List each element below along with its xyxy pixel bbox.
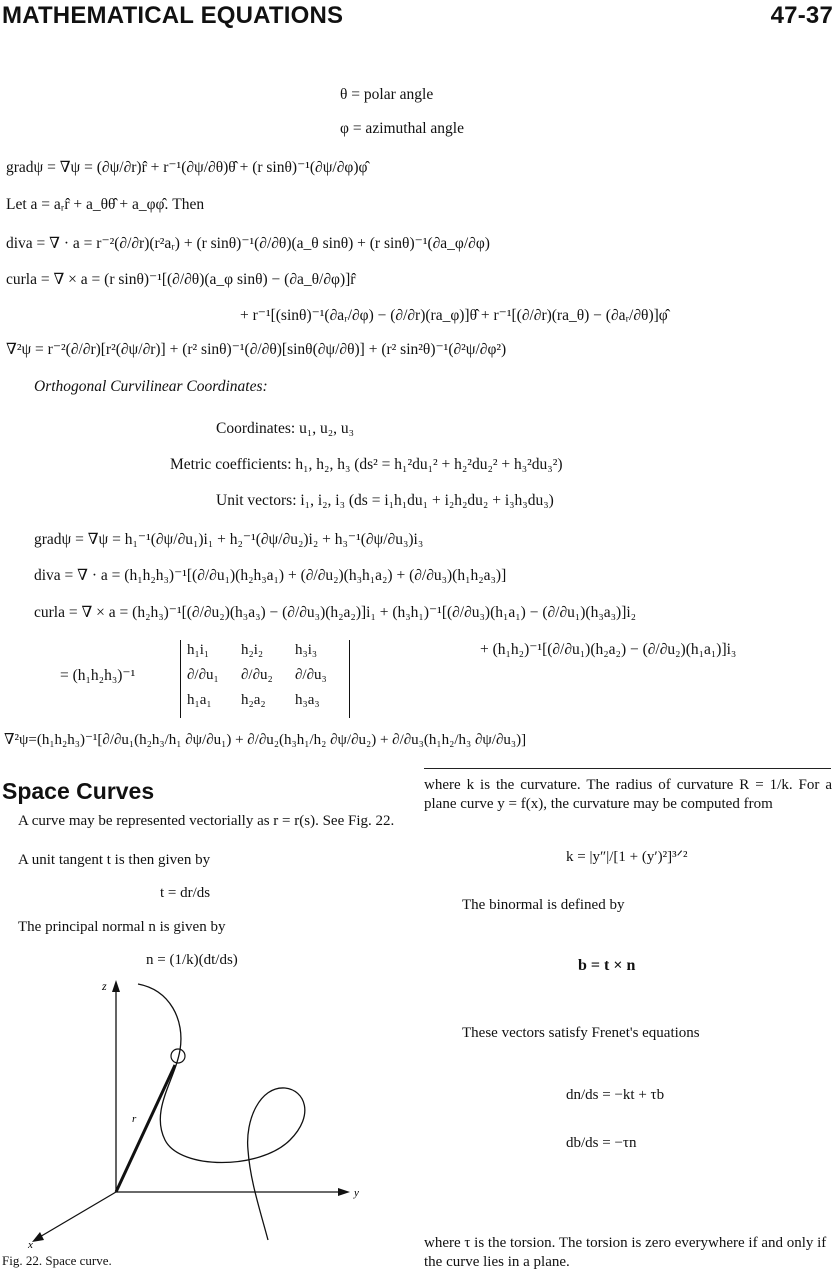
z-axis-label: z — [102, 979, 107, 993]
paragraph-curvature: where k is the curvature. The radius of curvature R = 1/k. For a plane curve y = f(x), the curvature may be computed from — [424, 777, 832, 812]
curl-determinant — [180, 640, 350, 718]
equation-binormal: b = t × n — [578, 957, 636, 974]
r-vector-label: r — [132, 1113, 137, 1125]
spherical-laplacian: ∇²ψ = r⁻²(∂/∂r)[r²(∂ψ/∂r)] + (r² sinθ)⁻¹(∂/∂θ)[sinθ(∂ψ/∂θ)] + (r² sin²θ)⁻¹(∂²ψ/∂φ²) — [6, 341, 507, 358]
metric-coefficients-line: Metric coefficients: h₁, h₂, h₃ (ds² = h₁²du₁² + h₂²du₂² + h₃²du₃²) — [170, 456, 563, 473]
determinant-prefix: = (h₁h₂h₃)⁻¹ — [60, 667, 136, 684]
paragraph-curve-representation: A curve may be represented vectorially as r = r(s). See Fig. 22. — [18, 813, 395, 829]
curvilinear-divergence: diva = ∇ · a = (h₁h₂h₃)⁻¹[(∂/∂u₁)(h₂h₃a₁) + (∂/∂u₂)(h₃h₁a₂) + (∂/∂u₃)(h₁h₂a₃)] — [34, 567, 507, 584]
paragraph-binormal: The binormal is defined by — [462, 897, 625, 913]
y-axis-label: y — [354, 1187, 359, 1199]
unit-vectors-line: Unit vectors: i₁, i₂, i₃ (ds = i₁h₁du₁ + i₂h₂du₂ + i₃h₃du₃) — [216, 492, 554, 509]
figure-caption: Fig. 22. Space curve. — [2, 1253, 112, 1268]
theta-definition: θ = polar angle — [340, 86, 434, 103]
y-axis-arrowhead — [338, 1188, 350, 1196]
x-axis — [38, 1192, 116, 1238]
page-number: 47-37 — [770, 2, 833, 29]
coordinates-line: Coordinates: u₁, u₂, u₃ — [216, 420, 355, 437]
determinant-row-1: h₁i₁ h₂i₂ h₃i₃ — [187, 642, 318, 658]
spherical-divergence: diva = ∇ · a = r⁻²(∂/∂r)(r²aᵣ) + (r sinθ)⁻¹(∂/∂θ)(a_θ sinθ) + (r sinθ)⁻¹(∂a_φ/∂φ) — [6, 235, 490, 252]
curvilinear-curl-line2: + (h₁h₂)⁻¹[(∂/∂u₁)(h₂a₂) − (∂/∂u₂)(h₁a₁)]i₃ — [480, 641, 737, 658]
determinant-row-3: h₁a₁ h₂a₂ h₃a₃ — [187, 692, 320, 708]
vector-definition: Let a = aᵣr̂ + a_θθ̂ + a_φφ̂. Then — [6, 196, 205, 213]
curvilinear-heading: Orthogonal Curvilinear Coordinates: — [34, 378, 268, 395]
paragraph-principal-normal: The principal normal n is given by — [18, 919, 226, 935]
curvilinear-laplacian: ∇²ψ=(h₁h₂h₃)⁻¹[∂/∂u₁(h₂h₃/h₁ ∂ψ/∂u₁) + ∂/∂u₂(h₃h₁/h₂ ∂ψ/∂u₂) + ∂/∂u₃(h₁h₂/h₃ ∂ψ/∂u₃)] — [4, 732, 527, 748]
determinant-row-2: ∂/∂u₁ ∂/∂u₂ ∂/∂u₃ — [187, 667, 327, 683]
paragraph-unit-tangent: A unit tangent t is then given by — [18, 852, 211, 868]
curvilinear-curl-line1: curla = ∇ × a = (h₂h₃)⁻¹[(∂/∂u₂)(h₃a₃) − (∂/∂u₃)(h₂a₂)]i₁ + (h₃h₁)⁻¹[(∂/∂u₃)(h₁a₁) − (∂/∂u₁)(h₃a₃)]i₂ — [34, 604, 637, 621]
curvilinear-gradient: gradψ = ∇ψ = h₁⁻¹(∂ψ/∂u₁)i₁ + h₂⁻¹(∂ψ/∂u₂)i₂ + h₃⁻¹(∂ψ/∂u₃)i₃ — [34, 531, 424, 548]
position-vector — [116, 1065, 175, 1192]
spherical-gradient: gradψ = ∇ψ = (∂ψ/∂r)r̂ + r⁻¹(∂ψ/∂θ)θ̂ + (r sinθ)⁻¹(∂ψ/∂φ)φ̂ — [6, 159, 368, 176]
z-axis-arrowhead — [112, 980, 120, 992]
section-title: Space Curves — [2, 778, 155, 804]
equation-principal-normal: n = (1/k)(dt/ds) — [146, 952, 238, 968]
phi-definition: φ = azimuthal angle — [340, 120, 464, 137]
running-header-title: MATHEMATICAL EQUATIONS — [2, 2, 344, 29]
space-curve — [138, 984, 305, 1240]
spherical-curl-line2: + r⁻¹[(sinθ)⁻¹(∂aᵣ/∂φ) − (∂/∂r)(ra_φ)]θ̂ + r⁻¹[(∂/∂r)(ra_θ) − (∂aᵣ/∂θ)]φ̂ — [240, 307, 668, 324]
space-curve-figure — [20, 970, 390, 1250]
point-on-curve-marker — [171, 1049, 185, 1063]
x-axis-arrowhead — [32, 1232, 44, 1242]
equation-unit-tangent: t = dr/ds — [160, 885, 211, 901]
equation-frenet-normal: dn/ds = −kt + τb — [566, 1087, 665, 1103]
spherical-curl-line1: curla = ∇ × a = (r sinθ)⁻¹[(∂/∂θ)(a_φ sinθ) − (∂a_θ/∂φ)]r̂ — [6, 271, 356, 288]
paragraph-frenet: These vectors satisfy Frenet's equations — [462, 1025, 700, 1041]
equation-curvature: k = |y″|/[1 + (y′)²]³ᐟ² — [566, 849, 688, 865]
equation-frenet-binormal: db/ds = −τn — [566, 1135, 637, 1151]
x-axis-label: x — [28, 1239, 33, 1250]
paragraph-torsion: where τ is the torsion. The torsion is zero everywhere if and only if the curve lies in a plane. — [424, 1235, 827, 1270]
column-rule — [424, 768, 831, 769]
